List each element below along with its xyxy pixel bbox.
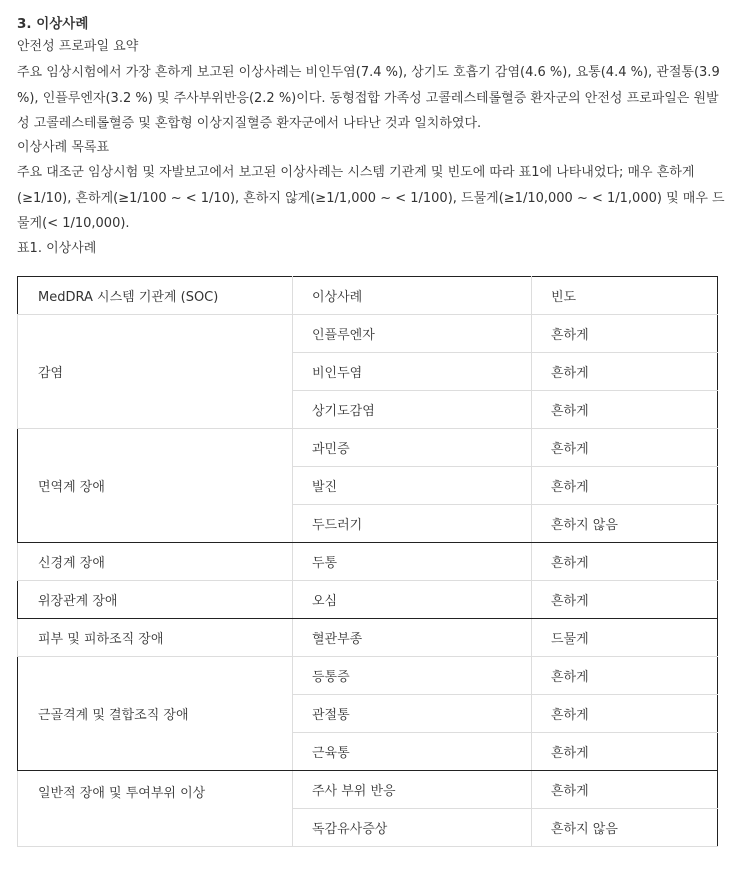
event-cell: 발진 (293, 467, 532, 505)
frequency-cell: 흔하게 (532, 315, 718, 353)
safety-summary-paragraph: 주요 임상시험에서 가장 흔하게 보고된 이상사례는 비인두염(7.4 %), 상기도 호흡기 감염(4.6 %), 요통(4.4 %), 관절통(3.9 %), 인플루엔자(3.2 %) 및 주사부위반응(2.2 %)이다. 동형접합 가족성 고콜레스테롤혈증 환자군의 안전성 프로파일은 원발성 고콜레스테롤혈증 및 혼합형 이상지질혈증 환자군에서 나타난 것과 일치하였다. (17, 65, 720, 131)
soc-cell: 근골격계 및 결합조직 장애 (18, 657, 293, 771)
table-row (18, 429, 718, 467)
event-cell: 비인두염 (293, 353, 532, 391)
frequency-cell: 흔하게 (532, 543, 718, 581)
event-cell: 오심 (293, 581, 532, 619)
frequency-cell: 흔하게 (532, 771, 718, 809)
soc-cell: 면역계 장애 (18, 429, 293, 543)
frequency-cell: 드물게 (532, 619, 718, 657)
table-row (18, 315, 718, 353)
safety-profile-subtitle: 안전성 프로파일 요약 (17, 39, 139, 54)
frequency-cell: 흔하게 (532, 657, 718, 695)
soc-cell: 피부 및 피하조직 장애 (18, 619, 293, 657)
event-cell: 관절통 (293, 695, 532, 733)
header-frequency: 빈도 (532, 277, 718, 315)
event-cell: 두드러기 (293, 505, 532, 543)
event-cell: 인플루엔자 (293, 315, 532, 353)
event-cell: 주사 부위 반응 (293, 771, 532, 809)
table-caption: 표1. 이상사례 (17, 241, 97, 256)
frequency-cell: 흔하게 (532, 581, 718, 619)
header-event: 이상사례 (293, 277, 532, 315)
event-cell: 근육통 (293, 733, 532, 771)
table-row (18, 581, 718, 619)
table-row (18, 619, 718, 657)
event-cell: 혈관부종 (293, 619, 532, 657)
header-soc: MedDRA 시스템 기관계 (SOC) (18, 277, 293, 315)
soc-cell: 위장관계 장애 (18, 581, 293, 619)
adverse-event-list-title: 이상사례 목록표 (17, 140, 110, 155)
frequency-cell: 흔하게 (532, 353, 718, 391)
frequency-cell: 흔하게 (532, 733, 718, 771)
section-title: 3. 이상사례 (17, 16, 89, 32)
event-cell: 과민증 (293, 429, 532, 467)
frequency-cell: 흔하게 (532, 695, 718, 733)
adverse-events-table (17, 276, 718, 847)
frequency-cell: 흔하게 (532, 391, 718, 429)
table-header-row (18, 277, 718, 315)
event-cell: 독감유사증상 (293, 809, 532, 847)
frequency-cell: 흔하지 않음 (532, 505, 718, 543)
adverse-event-list-description: 주요 대조군 임상시험 및 자발보고에서 보고된 이상사례는 시스템 기관계 및 빈도에 따라 표1에 나타내었다; 매우 흔하게(≥1/10), 흔하게(≥1/100 ~ < 1/10), 흔하지 않게(≥1/1,000 ~ < 1/100), 드물게(≥1/10,000 ~ < 1/1,000) 및 매우 드물게(< 1/10,000). (17, 165, 725, 231)
soc-cell: 신경계 장애 (18, 543, 293, 581)
soc-cell: 감염 (18, 315, 293, 429)
event-cell: 두통 (293, 543, 532, 581)
frequency-cell: 흔하지 않음 (532, 809, 718, 847)
frequency-cell: 흔하게 (532, 467, 718, 505)
table-row (18, 657, 718, 695)
soc-cell: 일반적 장애 및 투여부위 이상 (18, 771, 293, 847)
frequency-cell: 흔하게 (532, 429, 718, 467)
event-cell: 상기도감염 (293, 391, 532, 429)
table-row (18, 543, 718, 581)
table-row (18, 771, 718, 809)
event-cell: 등통증 (293, 657, 532, 695)
